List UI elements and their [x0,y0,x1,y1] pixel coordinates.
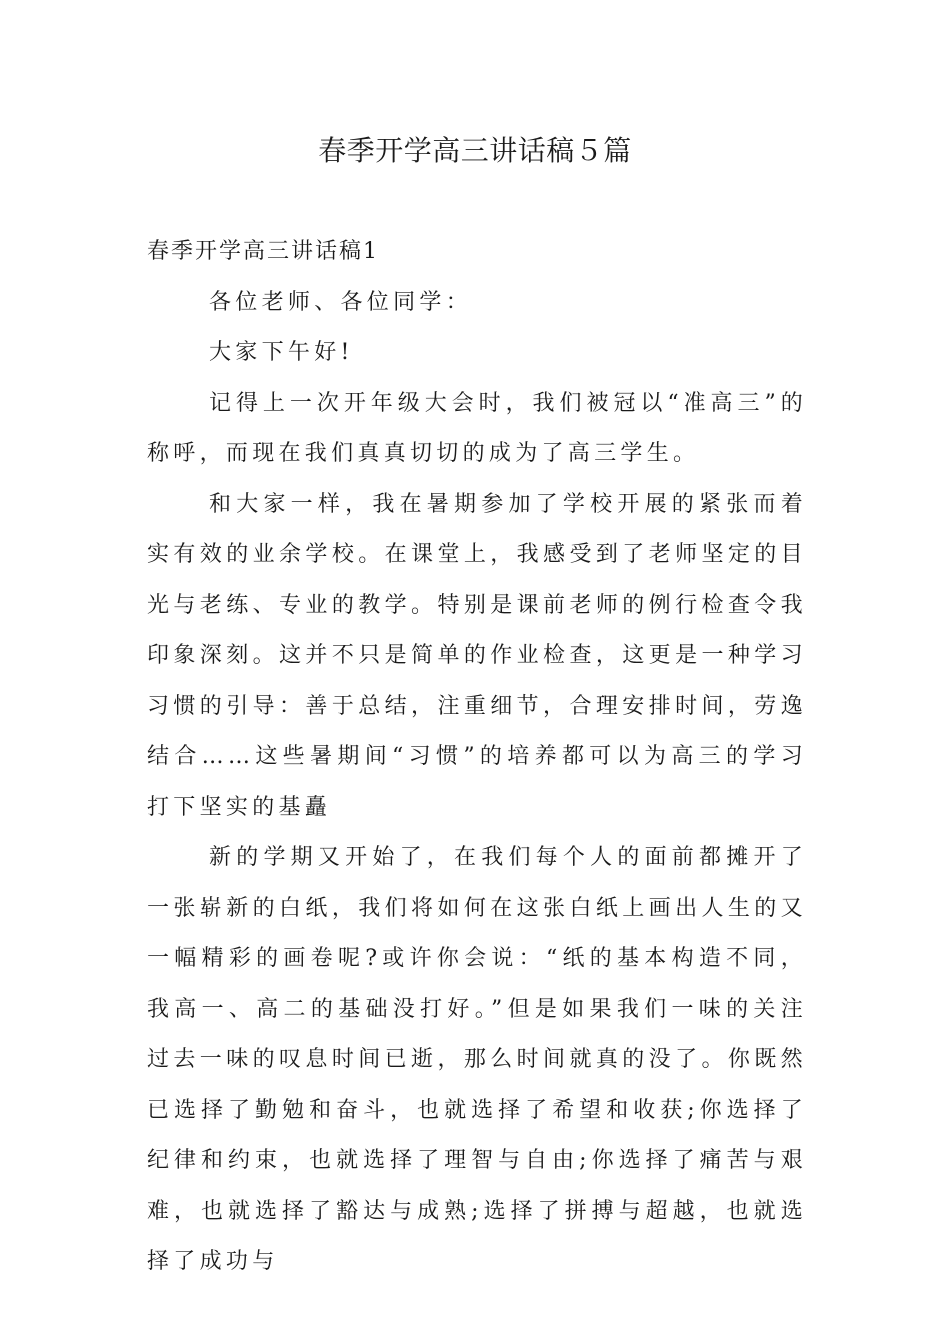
salutation-paragraph: 各位老师、各位同学： [209,289,473,315]
body-paragraph: 记得上一次开年级大会时，我们被冠以“准高三”的称呼，而现在我们真真切切的成为了高三学生。 [147,390,807,466]
greeting-paragraph: 大家下午好! [209,340,354,365]
body-paragraph: 新的学期又开始了，在我们每个人的面前都摊开了一张崭新的白纸，我们将如何在这张白纸上画出人生的又一幅精彩的画卷呢?或许你会说：“纸的基本构造不同，我高一、高二的基础没打好。”但是如果我们一味的关注过去一味的叹息时间已逝，那么时间就真的没了。你既然已选择了勤勉和奋斗，也就选择了希望和收获;你选择了纪律和约束，也就选择了理智与自由;你选择了痛苦与艰难，也就选择了豁达与成熟;选择了拼搏与超越，也就选择了成功与 [147,845,807,1274]
document-title: 春季开学高三讲话稿５篇 [318,134,632,167]
document-body [147,227,807,1288]
section-heading: 春季开学高三讲话稿1 [147,239,379,264]
body-paragraph: 和大家一样，我在暑期参加了学校开展的紧张而着实有效的业余学校。在课堂上，我感受到了老师坚定的目光与老练、专业的教学。特别是课前老师的例行检查令我印象深刻。这并不只是简单的作业检查，这更是一种学习习惯的引导：善于总结，注重细节，合理安排时间，劳逸结合……这些暑期间“习惯”的培养都可以为高三的学习打下坚实的基矗 [147,491,807,820]
